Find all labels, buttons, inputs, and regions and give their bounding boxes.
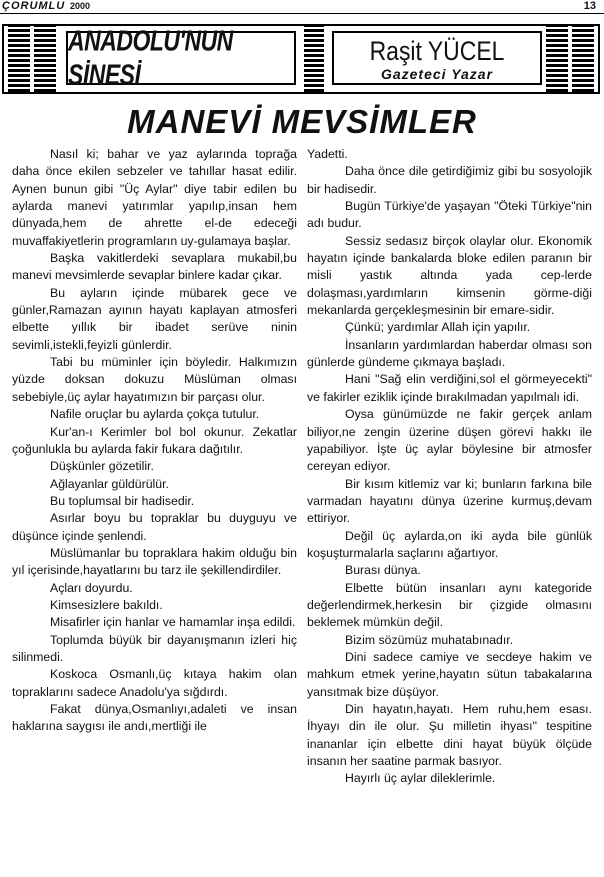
article-paragraph: Dini sadece camiye ve secdeye hakim ve mahkum etmek yerine,hayatın sütun tabakalarına yansıtmak bize düşüyor. xyxy=(307,649,592,699)
header-rule xyxy=(0,13,604,14)
article-paragraph: Oysa günümüzde ne fakir gerçek anlam biliyor,ne zengin üzerine düşen görevi hakkı ile yapabiliyor. İşte üç aylar böylesine bir atmosfer cereyan ediyor. xyxy=(307,407,592,474)
article-paragraph: Çünkü; yardımlar Allah için yapılır. xyxy=(345,320,531,335)
article-paragraph: Elbette bütün insanları aynı kategoride değerlendirmek,herkesin bir çizgide olmasını beklemek mümkün değil. xyxy=(307,580,592,630)
article-paragraph: Asırlar boyu bu topraklar bu duyguyu ve düşünce içinde şenlendi. xyxy=(12,511,297,543)
article-paragraph: Bu ayların içinde mübarek gece ve günler,Ramazan ayının hayatı kaplayan atmosferi elbette yıllık bir ibadet serüve ninin sevimli,istekli,feyizli günlerdir. xyxy=(12,285,297,352)
article-paragraph: Sessiz sedasız birçok olaylar olur. Ekonomik hayatın içinde bankalarda bloke edilen paranın bir misli yastık altında yada cep-lerde dolaşması,yardımların kimsenin görme-diği mekanlarda gerçekleşmesinin bir emare-sidir. xyxy=(307,233,592,318)
page-header xyxy=(0,0,604,12)
article-paragraph: Koskoca Osmanlı,üç kıtaya hakim olan topraklarını sadece Anadolu'ya sığdırdı. xyxy=(12,667,297,699)
column-banner xyxy=(2,24,600,94)
decorative-stripe xyxy=(572,26,594,92)
article-paragraph: Fakat dünya,Osmanlıyı,adaleti ve insan haklarına saygısı ile andı,mertliği ile xyxy=(12,702,297,734)
article-paragraph: Düşkünler gözetilir. xyxy=(50,459,154,474)
decorative-stripe xyxy=(546,26,568,92)
article-paragraph: Değil üç aylarda,on iki ayda bile günlük koşuşturmalarla saçlarını ağartıyor. xyxy=(307,528,592,560)
decorative-stripe xyxy=(8,26,30,92)
article-paragraph: Din hayatın,hayatı. Hem ruhu,hem esası. İhyayı din ile olur. Şu milletin ihyası" tespitine inananlar için elbette dini hayat büyük ölçüde insanın her saatine parmak basıyor. xyxy=(307,702,592,769)
author-box xyxy=(332,31,542,85)
article-paragraph: Bugün Türkiye'de yaşayan "Öteki Türkiye"nin adı budur. xyxy=(307,199,592,231)
section-title: ANADOLU'NUN SİNESİ xyxy=(68,24,233,91)
article-paragraph: Bizim sözümüz muhatabınadır. xyxy=(345,632,514,647)
article-paragraph: Hayırlı üç aylar dileklerimle. xyxy=(345,771,496,786)
article-title: MANEVİ MEVSİMLER xyxy=(127,103,477,140)
article-paragraph: Nafile oruçlar bu aylarda çokça tutulur. xyxy=(50,407,260,422)
article-column-left xyxy=(12,146,297,736)
article-paragraph: İnsanların yardımlardan haberdar olması son günlerde gündeme çıkmaya başladı. xyxy=(307,337,592,370)
section-title-box xyxy=(66,24,296,91)
article-column-right xyxy=(307,146,592,788)
article-paragraph: Müslümanlar bu topraklara hakim olduğu bin yıl içerisinde,hayatlarını bu tarz ile şekillendirdiler. xyxy=(12,545,297,578)
article-paragraph: Kimsesizlere bakıldı. xyxy=(50,597,163,612)
article-paragraph: Daha önce dile getirdiğimiz gibi bu sosyolojik bir hadisedir. xyxy=(307,164,592,196)
article-paragraph: Burası dünya. xyxy=(345,563,421,578)
article-paragraph: Tabi bu müminler için böyledir. Halkımızın yüzde doksan dokuzu Müslüman olması sebebiyle,üç aylar hayatımızın bir parçası olur. xyxy=(12,355,297,404)
article-paragraph: Yadetti. xyxy=(307,147,348,161)
decorative-stripe xyxy=(304,26,324,92)
author-role: Gazeteci Yazar xyxy=(380,66,494,82)
author-name: Raşit YÜCEL xyxy=(369,36,505,66)
article-paragraph: Bu toplumsal bir hadisedir. xyxy=(50,493,195,508)
article-paragraph: Nasıl ki; bahar ve yaz aylarında toprağa daha önce ekilen sebzeler ve tahıllar hasat edilir. Aynen bunun gibi "Üç Aylar" diye tabir edilen bu aylarda manevi yatırımlar yapılıp,insan hem dünyada,hem de ahrette el-de edeceği muvaffakiyetlerin programların uy-gulamaya başlar. xyxy=(12,147,297,248)
masthead-logo: ÇORUMLU xyxy=(2,0,66,12)
article-paragraph: Başka vakitlerdeki sevaplara mukabil,bu manevi mevsimlerde sevaplar binlere kadar çıkar. xyxy=(12,251,297,283)
page-number: 13 xyxy=(583,0,596,12)
decorative-stripe xyxy=(34,26,56,92)
article-paragraph: Misafirler için hanlar ve hamamlar inşa edildi. xyxy=(50,615,296,630)
article-paragraph: Hani "Sağ elin verdiğini,sol el görmeyecekti" ve fakirler eziklik içinde bırakılmadan yapılmalı idi. xyxy=(307,372,592,404)
article-paragraph: Ağlayanlar güldürülür. xyxy=(50,476,169,491)
article-paragraph: Açları doyurdu. xyxy=(50,580,133,595)
article-paragraph: Bir kısım kitlemiz var ki; bunların farkına bile varmadan hayatını dünya üzerine kurmuş,devam ettiriyor. xyxy=(307,476,592,526)
article-paragraph: Kur'an-ı Kerimler bol bol okunur. Zekatlar çoğunlukla bu aylarda fakir fukara dağıtılır. xyxy=(12,424,297,456)
article-paragraph: Toplumda büyük bir dayanışmanın izleri hiç silinmedi. xyxy=(12,632,297,664)
issue-year: 2000 xyxy=(70,1,91,11)
